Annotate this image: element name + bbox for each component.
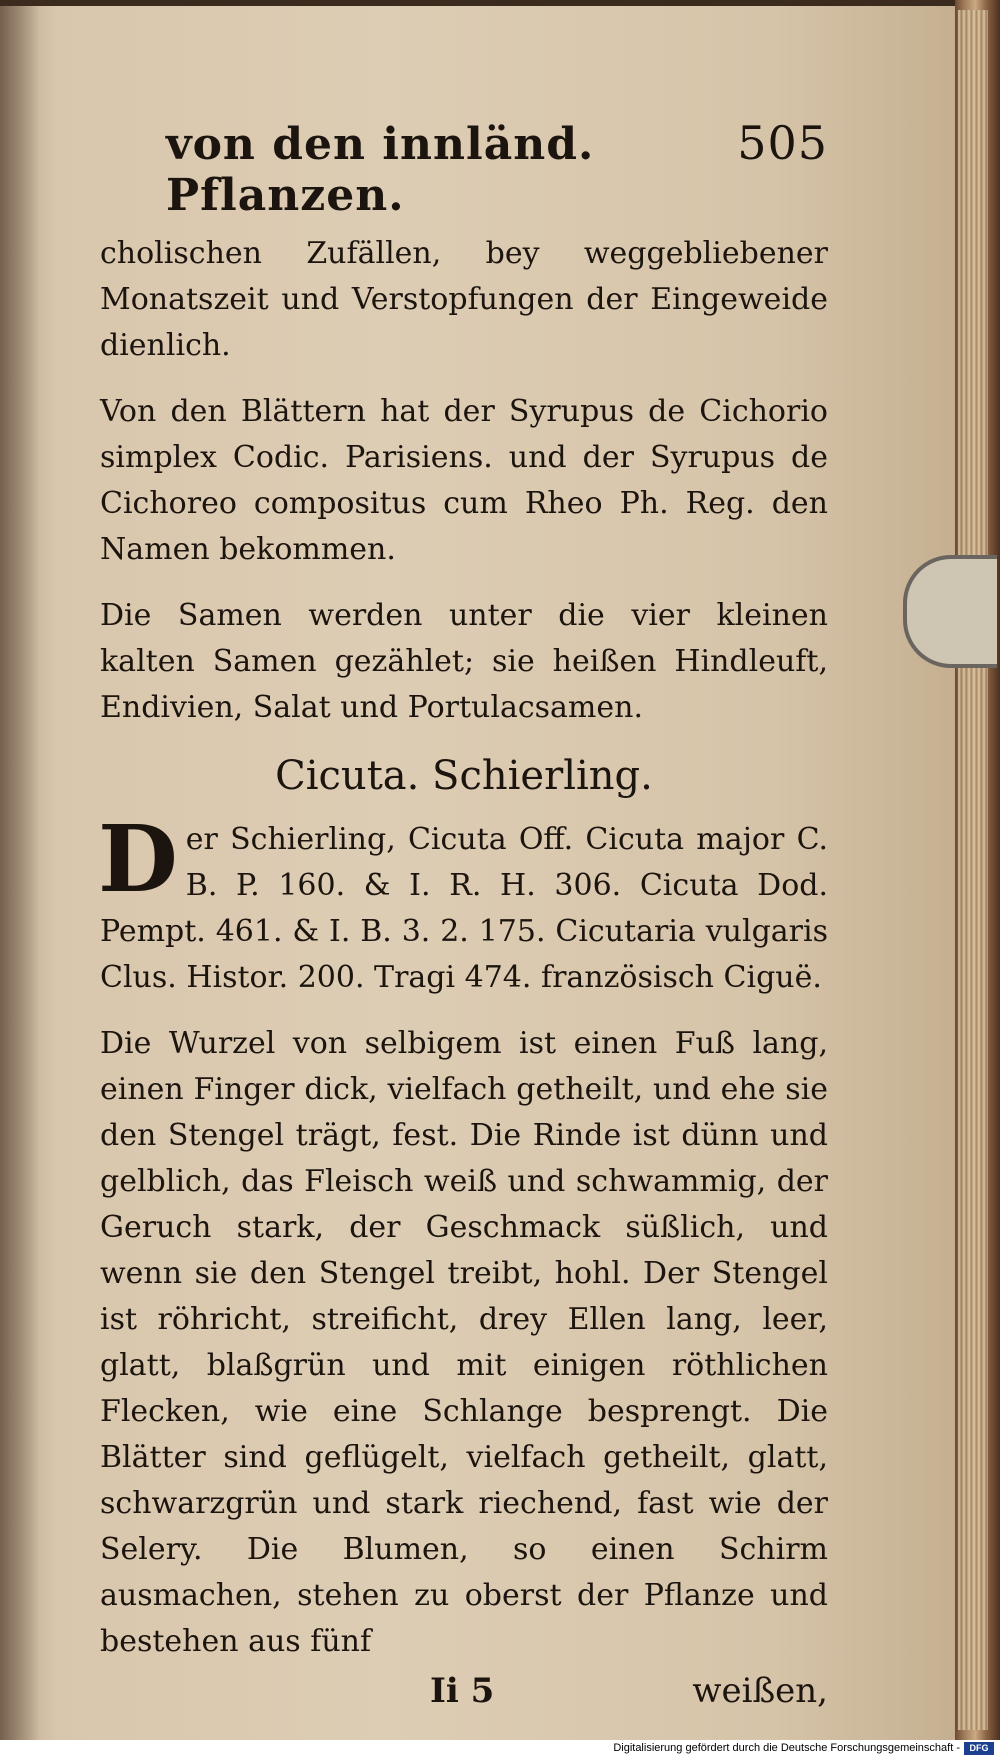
page-clip-tab [903, 555, 997, 668]
catchword: weißen, [692, 1671, 828, 1711]
section-heading: Cicuta. Schierling. [275, 753, 653, 799]
page-stack [958, 10, 988, 1730]
paragraph-5: Die Wurzel von selbigem ist einen Fuß lang, einen Finger dick, vielfach getheilt, und ehe sie den Stengel trägt, fest. Die Rinde ist dünn und gelblich, das Fleisch weiß und schwammig, der Geruch stark, der Geschmack süßlich, und wenn sie den Stengel treibt, hohl. Der Stengel ist röhricht, streificht, drey Ellen lang, leer, glatt, blaßgrün und mit einigen röthlichen Flecken, wie eine Schlange besprengt. Die Blätter sind geflügelt, vielfach getheilt, glatt, schwarzgrün und stark riechend, fast wie der Selery. Die Blumen, so einen Schirm ausmachen, stehen zu oberst der Pflanze und bestehen aus fünf [100, 1026, 828, 1659]
running-title: von den innländ. Pflanzen. [166, 119, 595, 221]
signature-mark: Ii 5 [430, 1671, 495, 1711]
page-footer [100, 1671, 828, 1711]
paragraph-3: Die Samen werden unter die vier kleinen kalten Samen gezählet; sie heißen Hindleuft, Endivien, Salat und Portulacsamen. [100, 598, 828, 725]
drop-capital: D [98, 805, 178, 913]
entry-paragraph [98, 805, 828, 1001]
paragraph-2: Von den Blättern hat der Syrupus de Cichorio simplex Codic. Parisiens. und der Syrupus de Cichoreo compositus cum Rheo Ph. Reg. den Namen bekommen. [100, 394, 828, 567]
digitization-credit: Digitalisierung gefördert durch die Deutsche Forschungsgemeinschaft - [613, 1742, 960, 1754]
dfg-logo: DFG [964, 1742, 994, 1755]
paragraph-4: er Schierling, Cicuta Off. Cicuta major C. B. P. 160. & I. R. H. 306. Cicuta Dod. Pempt. 461. & I. B. 3. 2. 175. Cicutaria vulgaris Clus. Histor. 200. Tragi 474. französisch Ciguë. [100, 822, 828, 995]
gutter-shadow [0, 6, 40, 1754]
page-text [100, 116, 828, 1711]
running-header [166, 116, 828, 221]
paragraph-1: cholischen Zufällen, bey weggebliebener Monatszeit und Verstopfungen der Eingeweide dienlich. [100, 236, 828, 363]
page-number: 505 [737, 116, 828, 170]
